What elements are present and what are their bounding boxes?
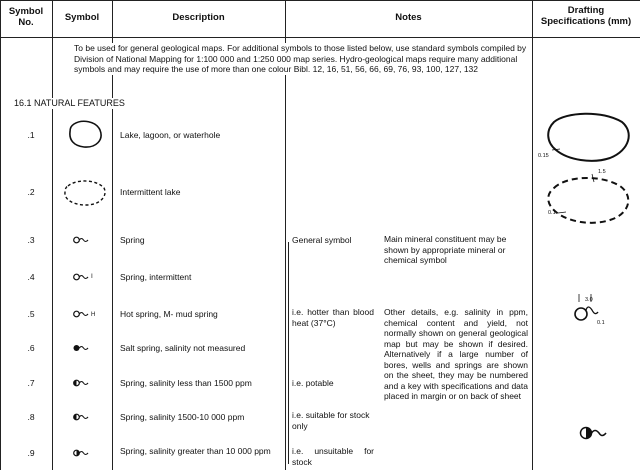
- drafting-label: 0.1: [548, 210, 556, 216]
- drafting-label: 3.0: [585, 297, 593, 303]
- salt-spring-icon: [72, 343, 90, 353]
- row-description: Spring, salinity 1500-10 000 ppm: [120, 412, 245, 422]
- header-divider: [0, 37, 640, 38]
- note-potable: i.e. potable: [292, 378, 334, 388]
- salt-spring-drafting-icon: [578, 424, 608, 442]
- row-number: .3: [27, 235, 35, 245]
- row-number: .8: [27, 412, 35, 422]
- row-description: Lake, lagoon, or waterhole: [120, 130, 221, 140]
- row-description: Spring, salinity greater than 10 000 ppm: [120, 446, 271, 456]
- row-number: .2: [27, 187, 35, 197]
- hot-spring-icon: [72, 309, 90, 319]
- row-description: Intermittent lake: [120, 187, 181, 197]
- row-description: Spring: [120, 235, 145, 245]
- intermittent-lake-icon: [60, 176, 110, 210]
- row-number: .6: [27, 343, 35, 353]
- symbol-label: H: [91, 312, 96, 318]
- header-symbol-no: Symbol No.: [8, 6, 44, 28]
- row-number: .9: [27, 448, 35, 458]
- row-description: Spring, salinity less than 1500 ppm: [120, 378, 252, 388]
- salt-spring-icon: [72, 448, 90, 458]
- notes-bracket: [288, 242, 289, 464]
- row-number: .5: [27, 309, 35, 319]
- drafting-label: 1.5: [598, 169, 606, 175]
- note-unsuitable: i.e. unsuitable for stock: [292, 446, 374, 467]
- lake-drafting-icon: [540, 108, 636, 166]
- lake-icon: [66, 118, 106, 152]
- row-description: Salt spring, salinity not measured: [120, 343, 246, 353]
- header-symbol: Symbol: [64, 12, 100, 23]
- row-description: Spring, intermittent: [120, 272, 192, 282]
- note-hotter: i.e. hotter than blood heat (37°C): [292, 307, 374, 328]
- row-number: .1: [27, 130, 35, 140]
- note-stock: i.e. suitable for stock only: [292, 410, 370, 431]
- table-border-top: [0, 0, 640, 1]
- drafting-label: 0.15: [538, 153, 549, 159]
- spring-icon: [72, 235, 90, 245]
- note-general-symbol: General symbol: [292, 235, 352, 245]
- intro-paragraph: To be used for general geological maps. For additional symbols to those listed below, use standard symbols compiled by Division of National Mapping for 1:100 000 and 1:250 000 map series. Hydro-geological maps require many additional symbols and may require the use of more than one colour Bibl. 12, 16, 51, 56, 66, 69, 76, 93, 100, 127, 132: [72, 43, 532, 75]
- section-title: 16.1 NATURAL FEATURES: [14, 98, 125, 108]
- row-number: .4: [27, 272, 35, 282]
- column-divider: [532, 0, 533, 470]
- table-border-left: [0, 0, 1, 470]
- header-notes: Notes: [395, 12, 422, 23]
- row-description: Hot spring, M- mud spring: [120, 309, 218, 319]
- header-drafting: Drafting Specifications (mm): [540, 5, 632, 27]
- salt-spring-icon: [72, 378, 90, 388]
- header-description: Description: [172, 12, 225, 23]
- note-mineral: Main mineral constituent may be shown by appropriate mineral or chemical symbol: [384, 234, 507, 265]
- symbol-label: I: [91, 273, 93, 280]
- drafting-label: 0.1: [597, 320, 605, 326]
- spring-intermittent-icon: [72, 272, 90, 282]
- row-number: .7: [27, 378, 35, 388]
- note-details: Other details, e.g. salinity in ppm, chemical content and yield, not normally shown on general geological map but may be shown if desired. Alternatively if a large number of bores, wells and springs are shown on the sheet, they may be numbered and a key with specifications and data placed in margin or on back of sheet: [384, 307, 528, 401]
- salt-spring-icon: [72, 412, 90, 422]
- intermittent-lake-drafting-icon: [536, 168, 636, 228]
